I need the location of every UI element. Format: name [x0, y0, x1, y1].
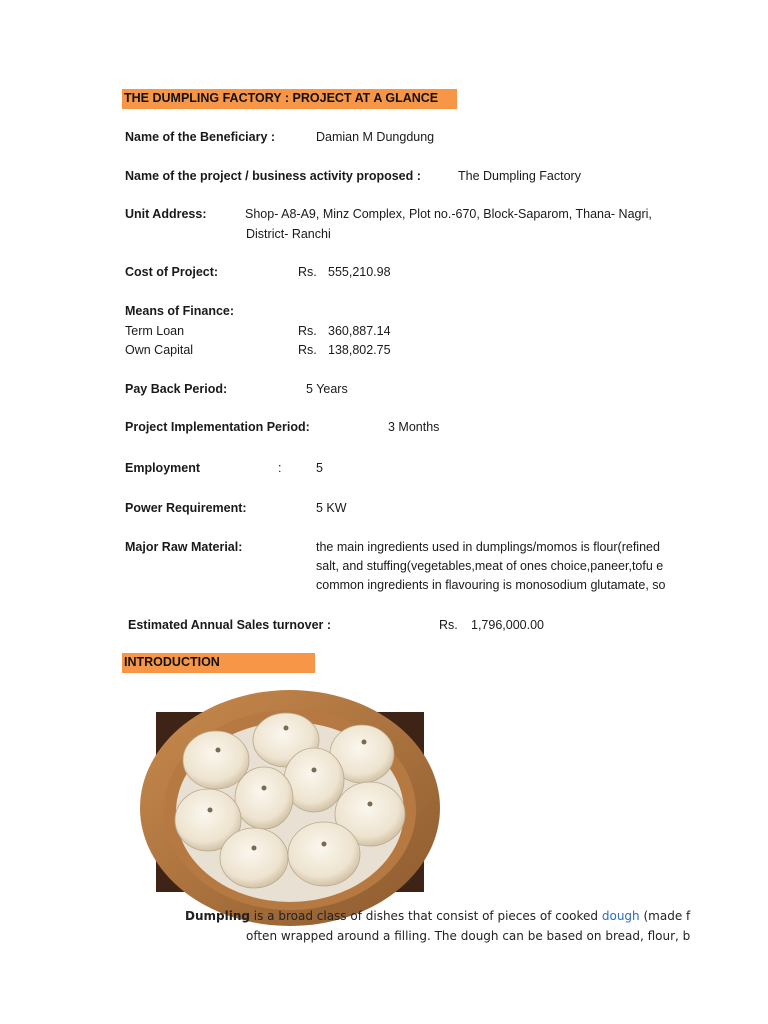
employment-colon: :: [278, 461, 282, 475]
employment-value: 5: [316, 461, 323, 475]
intro-text-2: (made f: [639, 909, 691, 923]
cost-value: 555,210.98: [328, 265, 391, 279]
turnover-value: 1,796,000.00: [471, 618, 544, 632]
finance-label: Means of Finance:: [125, 304, 235, 318]
term-loan-value: 360,887.14: [328, 324, 391, 338]
term-loan-currency: Rs.: [298, 324, 317, 338]
project-label: Name of the project / business activity proposed :: [125, 169, 421, 183]
beneficiary-value: Damian M Dungdung: [316, 130, 435, 144]
intro-text-1: is a broad class of dishes that consist of pieces of cooked: [249, 909, 602, 923]
payback-label: Pay Back Period:: [125, 382, 228, 396]
raw-material-label: Major Raw Material:: [125, 540, 243, 554]
own-capital-currency: Rs.: [298, 343, 317, 357]
turnover-label: Estimated Annual Sales turnover :: [128, 618, 332, 632]
raw-material-line-2: salt, and stuffing(vegetables,meat of ones choice,paneer,tofu e: [316, 559, 664, 573]
power-label: Power Requirement:: [125, 501, 247, 515]
cost-label: Cost of Project:: [125, 265, 219, 279]
glance-heading-bar: [122, 89, 457, 109]
raw-material-line-1: the main ingredients used in dumplings/momos is flour(refined: [316, 540, 660, 554]
dough-link[interactable]: dough: [601, 909, 640, 923]
intro-paragraph-line-2: often wrapped around a filling. The dough can be based on bread, flour, b: [246, 929, 691, 943]
dumplings-photo: [156, 712, 424, 892]
raw-material-line-3: common ingredients in flavouring is monosodium glutamate, so: [316, 578, 666, 592]
cost-currency: Rs.: [298, 265, 317, 279]
address-line-1: Shop- A8-A9, Minz Complex, Plot no.-670, Block-Saparom, Thana- Nagri,: [245, 207, 652, 221]
implementation-value: 3 Months: [388, 420, 440, 434]
project-value: The Dumpling Factory: [458, 169, 581, 183]
introduction-heading: INTRODUCTION: [124, 655, 220, 669]
implementation-label: Project Implementation Period:: [125, 420, 310, 434]
power-value: 5 KW: [316, 501, 347, 515]
address-label: Unit Address:: [125, 207, 207, 221]
own-capital-value: 138,802.75: [328, 343, 391, 357]
glance-heading: THE DUMPLING FACTORY : PROJECT AT A GLANCE: [124, 91, 439, 105]
introduction-heading-bar: [122, 653, 315, 673]
term-loan-label: Term Loan: [125, 324, 185, 338]
intro-paragraph-line-1: [185, 906, 691, 927]
turnover-currency: Rs.: [439, 618, 458, 632]
dumpling-term: Dumpling: [185, 909, 250, 923]
address-line-2: District- Ranchi: [246, 227, 331, 241]
own-capital-label: Own Capital: [125, 343, 194, 357]
beneficiary-label: Name of the Beneficiary :: [125, 130, 276, 144]
payback-value: 5 Years: [306, 382, 348, 396]
employment-label: Employment: [125, 461, 201, 475]
